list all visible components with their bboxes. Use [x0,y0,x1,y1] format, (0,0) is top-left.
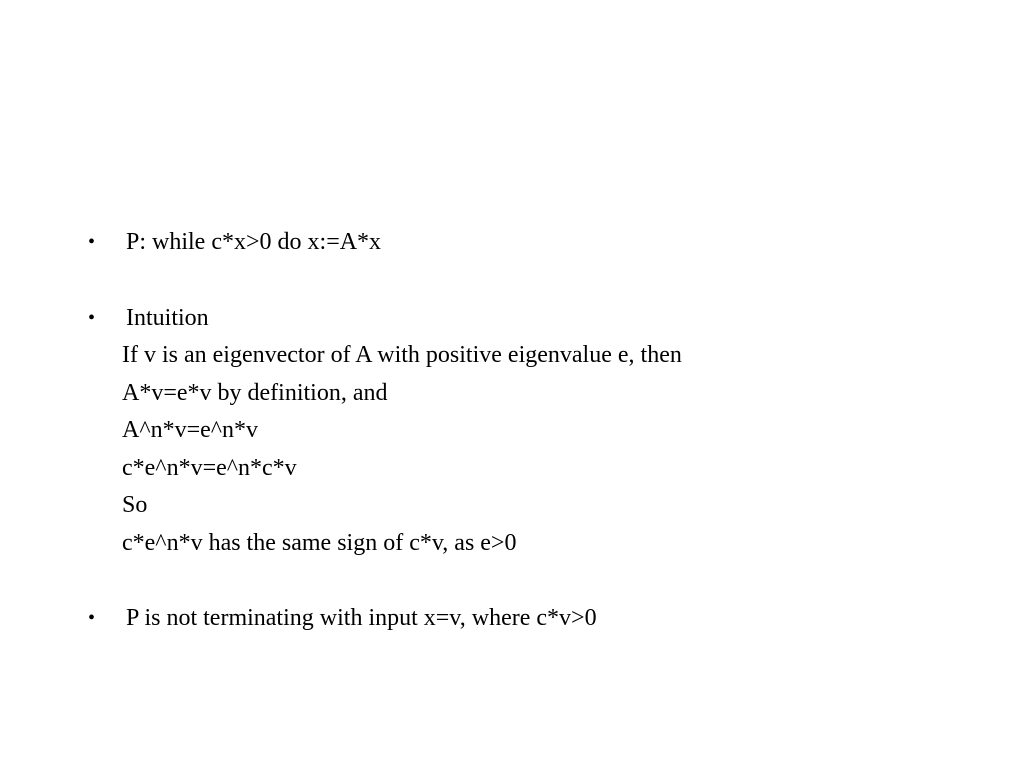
bullet-conclusion: P is not terminating with input x=v, where c*v>0 [126,605,597,631]
intuition-line: If v is an eigenvector of A with positive eigenvalue e, then [122,342,682,368]
intuition-line: c*e^n*v has the same sign of c*v, as e>0 [122,530,517,556]
intuition-line: A*v=e*v by definition, and [122,380,388,406]
bullet-intuition: Intuition [126,305,209,331]
intuition-line: c*e^n*v=e^n*c*v [122,455,297,481]
bullet-marker: • [88,231,96,253]
bullet-marker: • [88,607,96,629]
bullet-program: P: while c*x>0 do x:=A*x [126,229,382,255]
intuition-line: A^n*v=e^n*v [122,417,259,443]
intuition-line: So [122,492,148,518]
bullet-marker: • [88,307,96,329]
